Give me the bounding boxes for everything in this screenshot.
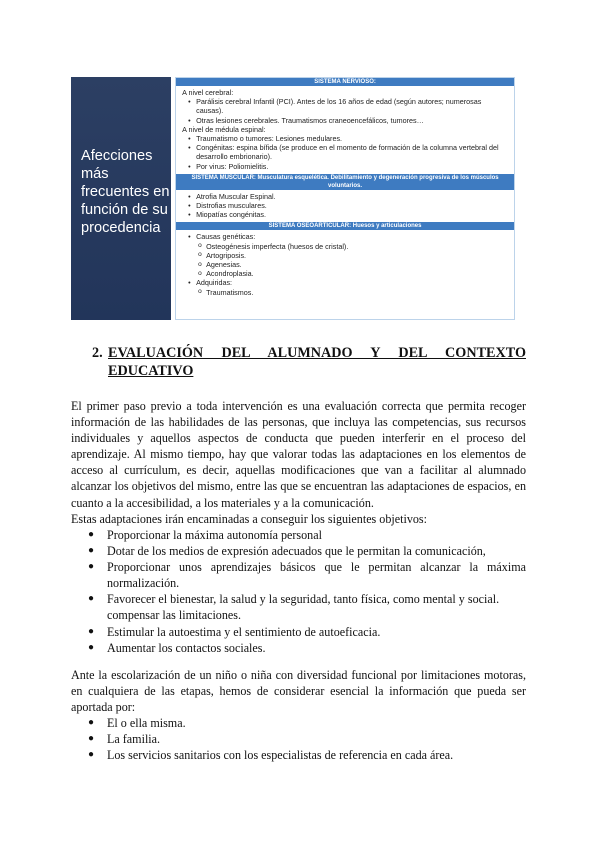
list-item: o Artogriposis. bbox=[182, 251, 510, 260]
list-item-text: normalización. bbox=[107, 576, 180, 591]
list-item-text: Los servicios sanitarios con los especialistas de referencia en cada área. bbox=[107, 748, 454, 763]
list-item: • Parálisis cerebral Infantil (PCI). Antes de los 16 años de edad (según autores; numerosas causas). bbox=[182, 97, 510, 115]
list-item-text: La familia. bbox=[107, 732, 161, 747]
paragraph-evaluacion bbox=[71, 398, 526, 511]
list-item: • Distrofias musculares. bbox=[182, 201, 510, 210]
section-body-oseoarticular bbox=[176, 230, 514, 299]
paragraph-line: individuales y aquellos aspectos de conducta que pueden interferir en el proceso del bbox=[71, 431, 526, 446]
list-item-text: El o ella misma. bbox=[107, 716, 186, 730]
list-item-text: Aumentar los contactos sociales. bbox=[107, 640, 266, 655]
heading-line-2: EDUCATIVO bbox=[108, 363, 194, 379]
paragraph-line: El primer paso previo a toda intervención es una evaluación correcta que permita recoger bbox=[71, 399, 526, 413]
list-item bbox=[71, 715, 526, 731]
objectives-intro bbox=[71, 511, 526, 527]
list-item: A nivel de médula espinal: bbox=[182, 124, 266, 134]
paragraph-line: aportada por: bbox=[71, 700, 136, 715]
afecciones-table bbox=[175, 77, 515, 320]
list-item: o Traumatismos. bbox=[182, 288, 510, 297]
banner-text: Afecciones más frecuentes en función de su procedencia bbox=[81, 148, 170, 236]
list-item bbox=[71, 640, 526, 656]
list-item-text: Favorecer el bienestar, la salud y la seguridad, tanto física, como mental y social. bbox=[107, 592, 500, 607]
list-item-text: compensar las limitaciones. bbox=[107, 608, 241, 623]
list-item: • Causas genéticas: bbox=[182, 232, 510, 241]
list-item bbox=[71, 559, 526, 591]
section-body-muscular bbox=[176, 190, 514, 223]
bullet-icon: ● bbox=[88, 561, 95, 573]
list-item-text: Proporcionar la máxima autonomía personal bbox=[107, 528, 322, 542]
list-item bbox=[71, 624, 526, 640]
sources-list bbox=[71, 715, 526, 763]
paragraph-line: Ante la escolarización de un niño o niña con diversidad funcional por limitaciones motoras, bbox=[71, 668, 526, 682]
list-item bbox=[71, 527, 526, 543]
objectives-list bbox=[71, 527, 526, 656]
bullet-icon: ● bbox=[88, 593, 95, 605]
list-item-text: Estimular la autoestima y el sentimiento de autoeficacia. bbox=[107, 624, 381, 639]
paragraph-escolarizacion bbox=[71, 667, 526, 715]
list-item-text: Dotar de los medios de expresión adecuados que le permitan la comunicación, bbox=[107, 544, 486, 559]
paragraph-line: en cualquiera de las etapas, hemos de considerar esencial la información que pueda ser bbox=[71, 684, 526, 699]
list-item: o Agenesias. bbox=[182, 260, 510, 269]
section-header-muscular: SISTEMA MUSCULAR: Musculatura esquelética. Debilitamiento y degeneración progresiva de los músculos voluntarios. bbox=[176, 174, 514, 190]
afecciones-figure bbox=[71, 77, 515, 320]
bullet-icon: ● bbox=[88, 749, 95, 761]
paragraph-line: alcanzar los objetivos del mismo, entre las que se encuentran las adaptaciones de espacios, en bbox=[71, 479, 526, 494]
list-item: • Congénitas: espina bífida (se produce en el momento de formación de la columna vertebral del desarrollo embrionario). bbox=[182, 143, 510, 161]
bullet-icon: ● bbox=[88, 529, 95, 540]
list-item bbox=[71, 731, 526, 747]
list-item: • Adquiridas: bbox=[182, 278, 510, 287]
list-item bbox=[71, 747, 526, 763]
paragraph-line: cuanto a la accesibilidad, a los materiales y a la comunicación. bbox=[71, 495, 374, 510]
bullet-icon: ● bbox=[88, 625, 95, 637]
list-item-text: Proporcionar unos aprendizajes básicos que le permitan alcanzar la máxima bbox=[107, 560, 526, 575]
bullet-icon: ● bbox=[88, 641, 95, 653]
paragraph-line: aprendizaje. Al mismo tiempo, hay que valorar todas las adaptaciones en los elementos de bbox=[71, 447, 526, 462]
list-item: A nivel cerebral: bbox=[182, 88, 234, 97]
bullet-icon: ● bbox=[88, 733, 95, 745]
figure-banner bbox=[71, 77, 171, 320]
list-item: o Osteogénesis imperfecta (huesos de cristal). bbox=[182, 242, 510, 251]
list-item: • Traumatismo o tumores: Lesiones medulares. bbox=[182, 134, 510, 143]
list-item: • Otras lesiones cerebrales. Traumatismos craneoencefálicos, tumores… bbox=[182, 116, 510, 125]
section-header-nervioso: SISTEMA NERVIOSO: bbox=[176, 78, 514, 86]
list-item: • Por virus: Poliomielitis. bbox=[182, 162, 510, 171]
list-item bbox=[71, 591, 526, 623]
heading-number: 2. bbox=[92, 345, 103, 361]
list-item bbox=[71, 543, 526, 559]
list-item: o Acondroplasia. bbox=[182, 269, 510, 278]
list-item: • Atrofia Muscular Espinal. bbox=[182, 192, 510, 201]
objectives-intro-text: Estas adaptaciones irán encaminadas a conseguir los siguientes objetivos: bbox=[71, 512, 427, 526]
heading-line-1: EVALUACIÓN DEL ALUMNADO Y DEL CONTEXTO bbox=[108, 345, 526, 361]
section-body-nervioso bbox=[176, 86, 514, 174]
bullet-icon: ● bbox=[88, 717, 95, 728]
paragraph-line: información de las habilidades de las personas, que incluya las competencias, sus recursos bbox=[71, 415, 526, 430]
list-item: • Miopatías congénitas. bbox=[182, 210, 510, 219]
section-header-oseoarticular: SISTEMA OSEOARTICULAR: Huesos y articulaciones bbox=[176, 222, 514, 230]
bullet-icon: ● bbox=[88, 545, 95, 557]
paragraph-line: acceso al currículum, es decir, aquellas modificaciones que van a facilitar al alumnado bbox=[71, 463, 526, 478]
